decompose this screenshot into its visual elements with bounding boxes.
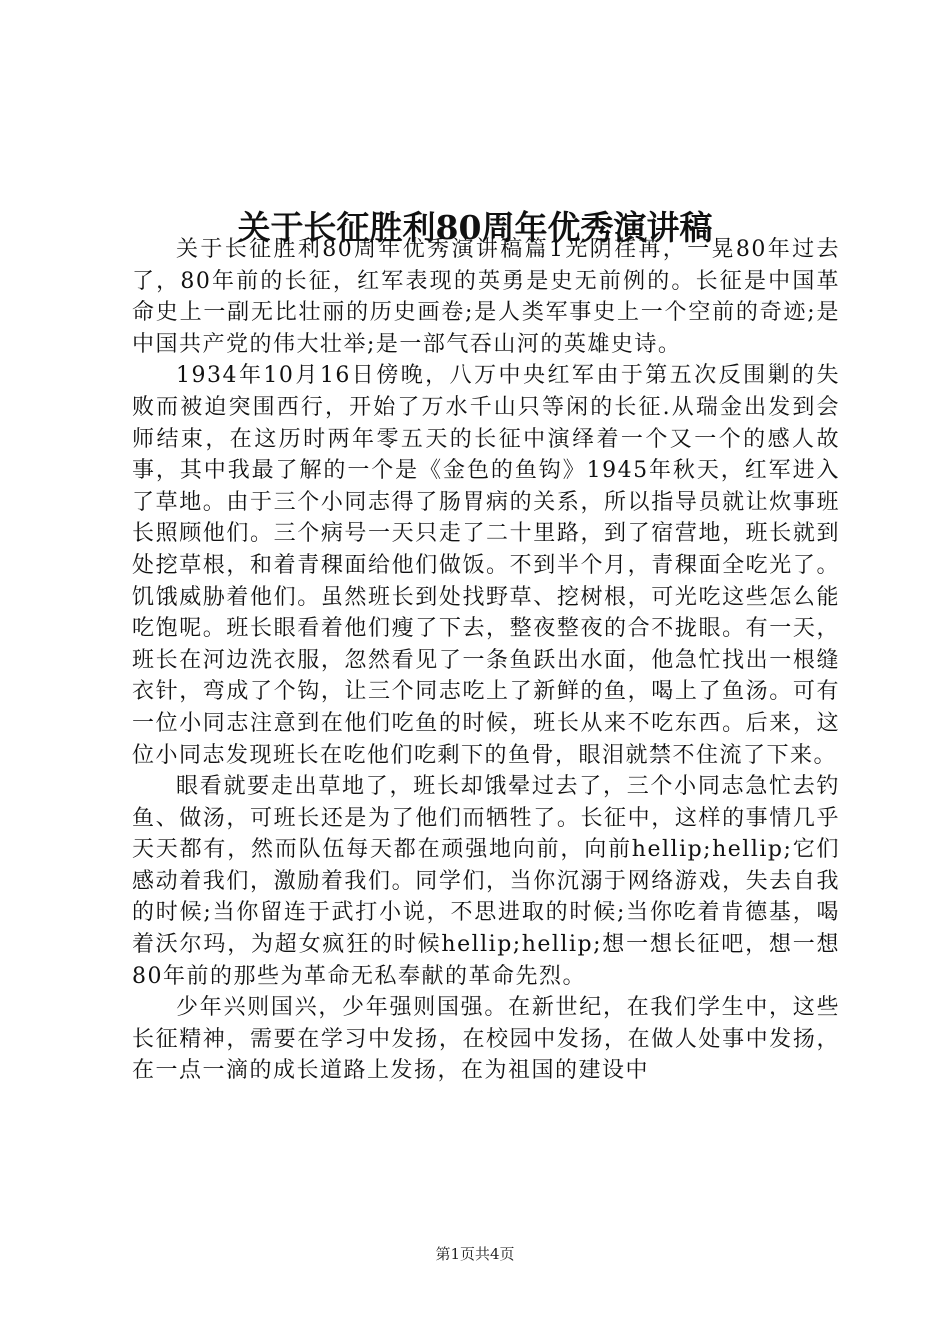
page-footer [0, 1244, 950, 1264]
paragraph: 关于长征胜利80周年优秀演讲稿篇1光阴荏苒，一晃80年过去了，80年前的长征，红军表现的英勇是史无前例的。长征是中国革命史上一副无比壮丽的历史画卷;是人类军事史上一个空前的奇迹;是中国共产党的伟大壮举;是一部气吞山河的英雄史诗。 [132, 237, 840, 357]
document-body [132, 234, 840, 1087]
paragraph: 少年兴则国兴，少年强则国强。在新世纪，在我们学生中，这些长征精神，需要在学习中发扬，在校园中发扬，在做人处事中发扬，在一点一滴的成长道路上发扬，在为祖国的建设中 [132, 995, 840, 1084]
paragraph: 眼看就要走出草地了，班长却饿晕过去了，三个小同志急忙去钓鱼、做汤，可班长还是为了他们而牺牲了。长征中，这样的事情几乎天天都有，然而队伍每天都在顽强地向前，向前hellip;hellip;它们感动着我们，激励着我们。同学们，当你沉溺于网络游戏，失去自我的时候;当你留连于武打小说，不思进取的时候;当你吃着肯德基，喝着沃尔玛，为超女疯狂的时候hellip;hellip;想一想长征吧，想一想80年前的那些为革命无私奉献的革命先烈。 [132, 774, 840, 989]
page-title: 关于长征胜利80周年优秀演讲稿 [237, 208, 713, 248]
paragraph: 1934年10月16日傍晚，八万中央红军由于第五次反围剿的失败而被迫突围西行，开始了万水千山只等闲的长征.从瑞金出发到会师结束，在这历时两年零五天的长征中演绎着一个又一个的感人故事，其中我最了解的一个是《金色的鱼钩》1945年秋天，红军进入了草地。由于三个小同志得了肠胃病的关系，所以指导员就让炊事班长照顾他们。三个病号一天只走了二十里路，到了宿营地，班长就到处挖草根，和着青稞面给他们做饭。不到半个月，青稞面全吃光了。饥饿威胁着他们。虽然班长到处找野草、挖树根，可光吃这些怎么能吃饱呢。班长眼看着他们瘦了下去，整夜整夜的合不拢眼。有一天，班长在河边洗衣服，忽然看见了一条鱼跃出水面，他急忙找出一根缝衣针，弯成了个钩，让三个同志吃上了新鲜的鱼，喝上了鱼汤。可有一位小同志注意到在他们吃鱼的时候，班长从来不吃东西。后来，这位小同志发现班长在吃他们吃剩下的鱼骨，眼泪就禁不住流了下来。 [132, 363, 840, 768]
page-total: 共4页 [475, 1245, 515, 1263]
page-number: 第1页 [435, 1245, 475, 1263]
